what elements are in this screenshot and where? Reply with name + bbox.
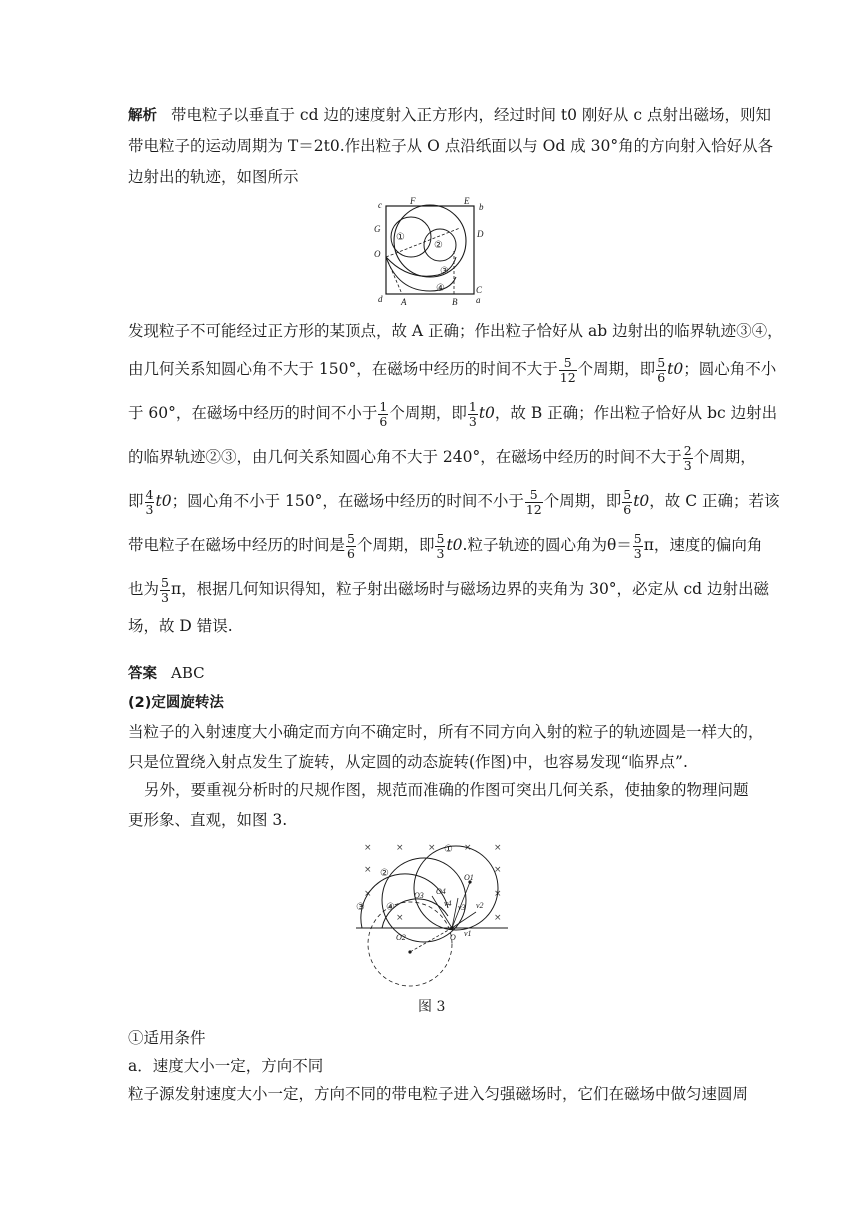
body-line-6: 带电粒子在磁场中经历的时间是 $\frac{5}{6}$ 个周期，即 $\frac{5}{3}$ t0.粒子轨迹的圆心角为θ＝ $\frac{5}{3}$ π，速度的偏向角 — [128, 530, 763, 561]
section-p2-line1: 另外，要重视分析时的尺规作图，规范而准确的作图可突出几何关系，使抽象的物理问题 — [144, 781, 749, 799]
body-line-7: 也为 $\frac{5}{3}$ π，根据几何知识得知，粒子射出磁场时与磁场边界的夹角为 30°，必定从 cd 边射出磁 — [128, 574, 770, 605]
label-c-upper: C — [476, 285, 483, 295]
svg-text:×: × — [464, 843, 472, 853]
fraction-5-12-b: $\frac{5}{12}$ — [525, 486, 542, 517]
label-d-right: D — [477, 229, 484, 239]
body-line-1: 发现粒子不可能经过正方形的某顶点，故 A 正确；作出粒子恰好从 ab 边射出的临界轨迹③④， — [128, 322, 783, 340]
svg-text:×: × — [364, 865, 372, 875]
body-line-2: 由几何关系知圆心角不大于 150°，在磁场中经历的时间不大于 $\frac{5}{12}$ 个周期，即 $\frac{5}{6}$ t0；圆心角不小 — [128, 354, 777, 385]
conditions-paragraph: 粒子源发射速度大小一定，方向不同的带电粒子进入匀强磁场时，它们在磁场中做匀速圆周 — [128, 1085, 749, 1103]
fraction-5-3-c: $\frac{5}{3}$ — [161, 574, 169, 605]
body-line-8: 场，故 D 错误. — [128, 617, 233, 635]
point-o1-lower — [408, 950, 411, 953]
label-o3: O3 — [414, 891, 424, 900]
label-circle-3: ③ — [356, 902, 365, 913]
svg-text:×: × — [494, 889, 502, 899]
dashed-line-oa — [386, 257, 402, 294]
section-heading: (2)定圆旋转法 — [128, 695, 224, 711]
section-p2-line2: 更形象、直观，如图 3. — [128, 811, 288, 829]
fraction-4-3: $\frac{4}{3}$ — [145, 486, 154, 517]
label-b: b — [479, 202, 484, 212]
label-o1: O1 — [464, 873, 474, 882]
circle-2 — [382, 858, 466, 942]
section-p1-line2: 只是位置绕入射点发生了旋转，从定圆的动态旋转(作图)中，也容易发现“临界点”. — [128, 753, 688, 771]
answer-label: 答案 — [128, 666, 157, 682]
label-v2: v2 — [476, 901, 484, 910]
label-b-upper: B — [452, 297, 458, 307]
svg-text:×: × — [364, 889, 372, 899]
point-o — [450, 926, 454, 930]
svg-text:×: × — [428, 843, 436, 853]
fraction-1-6: $\frac{1}{6}$ — [379, 398, 388, 429]
svg-text:×: × — [364, 843, 372, 853]
section-p1-line1: 当粒子的入射速度大小确定而方向不确定时，所有不同方向入射的粒子的轨迹圆是一样大的， — [128, 723, 764, 741]
label-o: O — [450, 933, 456, 942]
label-o4: O4 — [436, 887, 446, 896]
answer-value: ABC — [171, 664, 205, 682]
label-e: E — [464, 196, 470, 206]
label-f: F — [410, 196, 416, 206]
label-v1: v1 — [464, 929, 472, 938]
square-boundary — [386, 206, 474, 294]
body-line-4: 的临界轨迹②③，由几何关系知圆心角不大于 240°，在磁场中经历的时间不大于 $\frac{2}{3}$ 个周期， — [128, 442, 756, 473]
analysis-line-3: 边射出的轨迹，如图所示 — [128, 168, 299, 186]
dashed-circle — [368, 902, 452, 986]
label-c: c — [378, 200, 382, 210]
label-g: G — [374, 224, 381, 234]
analysis-label: 解析 — [128, 108, 157, 124]
body-line-3: 于 60°，在磁场中经历的时间不小于 $\frac{1}{6}$ 个周期，即 $\frac{1}{3}$ t0，故 B 正确；作出粒子恰好从 bc 边射出 — [128, 398, 778, 429]
body-line-5: 即 $\frac{4}{3}$ t0；圆心角不小于 150°，在磁场中经历的时间不小于 $\frac{5}{12}$ 个周期，即 $\frac{5}{6}$ t0，故 C 正确；若该 — [128, 486, 780, 517]
label-d: d — [378, 294, 383, 304]
answer-line — [128, 662, 205, 683]
fraction-5-3: $\frac{5}{3}$ — [436, 530, 445, 561]
region-1: ① — [396, 232, 405, 243]
svg-text:×: × — [396, 843, 404, 853]
fraction-5-12: $\frac{5}{12}$ — [559, 354, 576, 385]
label-o: O — [374, 249, 381, 259]
fraction-5-6-b: $\frac{5}{6}$ — [623, 486, 632, 517]
label-circle-4: ④ — [386, 902, 395, 913]
discussion-paragraph — [128, 316, 783, 642]
label-a: a — [476, 295, 481, 305]
conditions-title: ①适用条件 — [128, 1029, 206, 1047]
fraction-5-6-c: $\frac{5}{6}$ — [347, 530, 355, 561]
svg-text:×: × — [396, 913, 404, 923]
svg-text:×: × — [494, 843, 502, 853]
fraction-5-6: $\frac{5}{6}$ — [657, 354, 666, 385]
svg-text:×: × — [494, 865, 502, 875]
rotating-circle-figure — [352, 838, 512, 988]
region-2: ② — [434, 240, 443, 251]
dashed-radius — [410, 928, 452, 952]
fraction-5-3-b: $\frac{5}{3}$ — [633, 530, 642, 561]
fraction-2-3: $\frac{2}{3}$ — [683, 442, 692, 473]
region-4: ④ — [436, 283, 445, 294]
label-o2: O2 — [396, 933, 406, 942]
analysis-line-2: 带电粒子的运动周期为 T＝2t0.作出粒子从 O 点沿纸面以与 Od 成 30°角的方向射入恰好从各 — [128, 137, 774, 155]
figure-3-caption: 图 3 — [418, 999, 446, 1015]
fraction-1-3: $\frac{1}{3}$ — [468, 398, 477, 429]
label-circle-2: ② — [380, 868, 389, 879]
label-v3: v3 — [458, 903, 466, 912]
label-circle-1: ① — [444, 844, 453, 855]
region-3: ③ — [440, 266, 449, 277]
label-v4: v4 — [444, 899, 452, 908]
analysis-line-1: 解析 带电粒子以垂直于 cd 边的速度射入正方形内，经过时间 t0 刚好从 c 点射出磁场，则知 — [128, 106, 771, 124]
label-a-upper: A — [401, 297, 407, 307]
analysis-paragraph — [128, 100, 774, 193]
conditions-a: a．速度大小一定，方向不同 — [128, 1057, 324, 1075]
square-trajectory-figure — [368, 195, 492, 307]
svg-text:×: × — [494, 913, 502, 923]
